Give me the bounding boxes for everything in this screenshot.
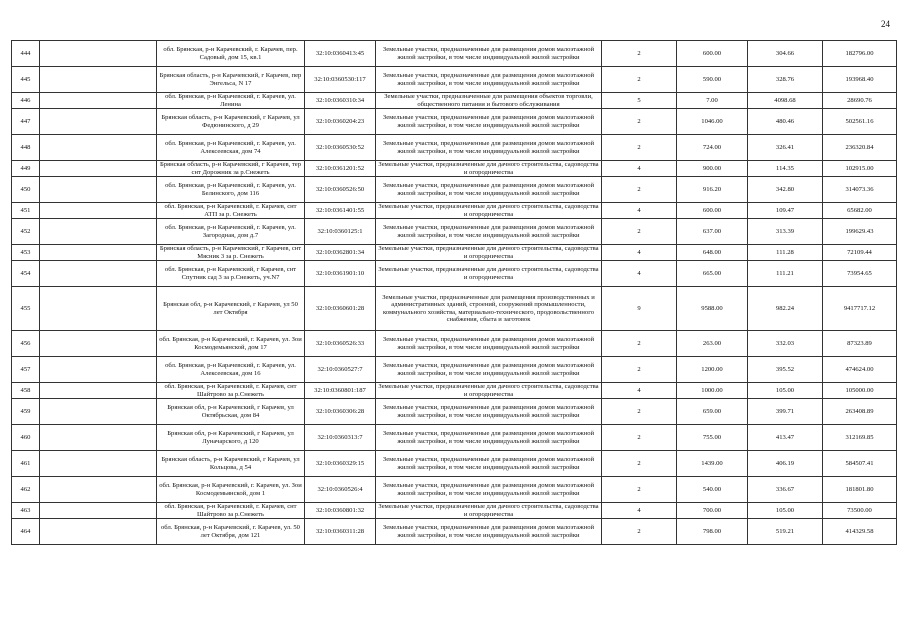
spacer-cell xyxy=(40,161,157,177)
row-number: 456 xyxy=(12,331,40,357)
group-cell: 2 xyxy=(602,425,677,451)
specific-value-cell: 332.03 xyxy=(748,331,823,357)
table-row xyxy=(12,161,897,177)
cadastral-value-cell: 73500.00 xyxy=(823,503,897,519)
address-cell: обл. Брянская, р-н Карачевский, г. Карачев, снт Шайтрово за р.Снежеть xyxy=(157,503,305,519)
land-use-cell: Земельные участки, предназначенные для размещения домов малоэтажной жилой застройки, в том числе индивидуальной жилой застройки xyxy=(376,177,602,203)
spacer-cell xyxy=(40,67,157,93)
address-cell: Брянская обл, р-н Карачевский, г Карачев, ул Октябрьская, дом 84 xyxy=(157,399,305,425)
area-cell: 665.00 xyxy=(677,261,748,287)
row-number: 446 xyxy=(12,93,40,109)
cadastral-value-cell: 102915.00 xyxy=(823,161,897,177)
land-use-cell: Земельные участки, предназначенные для дачного строительства, садоводства и огородничества xyxy=(376,245,602,261)
cadastral-value-cell: 199629.43 xyxy=(823,219,897,245)
table-row xyxy=(12,219,897,245)
land-use-cell: Земельные участки, предназначенные для размещения домов малоэтажной жилой застройки, в том числе индивидуальной жилой застройки xyxy=(376,331,602,357)
row-number: 454 xyxy=(12,261,40,287)
address-cell: обл. Брянская, р-н Карачевский, г. Карачев, ул. Ленина xyxy=(157,93,305,109)
spacer-cell xyxy=(40,399,157,425)
address-cell: обл. Брянская, р-н Карачевский, г. Карачев, ул. Алексеевская, дом 74 xyxy=(157,135,305,161)
area-cell: 648.00 xyxy=(677,245,748,261)
group-cell: 2 xyxy=(602,177,677,203)
cadastral-number-cell: 32:10:0360413:45 xyxy=(305,41,376,67)
cadastral-value-cell: 9417717.12 xyxy=(823,287,897,331)
specific-value-cell: 480.46 xyxy=(748,109,823,135)
land-use-cell: Земельные участки, предназначенные для размещения домов малоэтажной жилой застройки, в том числе индивидуальной жилой застройки xyxy=(376,67,602,93)
row-number: 457 xyxy=(12,357,40,383)
specific-value-cell: 109.47 xyxy=(748,203,823,219)
land-plots-table xyxy=(11,40,897,545)
cadastral-number-cell: 32:10:0360530:117 xyxy=(305,67,376,93)
specific-value-cell: 395.52 xyxy=(748,357,823,383)
spacer-cell xyxy=(40,357,157,383)
table-row xyxy=(12,399,897,425)
table-row xyxy=(12,425,897,451)
cadastral-value-cell: 474624.00 xyxy=(823,357,897,383)
row-number: 458 xyxy=(12,383,40,399)
row-number: 463 xyxy=(12,503,40,519)
address-cell: обл. Брянская, р-н Карачевский, г. Карачев, ул. 50 лет Октября, дом 121 xyxy=(157,519,305,545)
cadastral-number-cell: 32:10:0360601:28 xyxy=(305,287,376,331)
specific-value-cell: 4098.68 xyxy=(748,93,823,109)
row-number: 445 xyxy=(12,67,40,93)
specific-value-cell: 406.19 xyxy=(748,451,823,477)
row-number: 450 xyxy=(12,177,40,203)
spacer-cell xyxy=(40,261,157,287)
specific-value-cell: 313.39 xyxy=(748,219,823,245)
area-cell: 590.00 xyxy=(677,67,748,93)
table-row xyxy=(12,261,897,287)
cadastral-value-cell: 502561.16 xyxy=(823,109,897,135)
cadastral-number-cell: 32:10:0360801:187 xyxy=(305,383,376,399)
cadastral-value-cell: 263408.89 xyxy=(823,399,897,425)
address-cell: обл. Брянская, р-н Карачевский, г. Карачев, ул. Алексеевская, дом 16 xyxy=(157,357,305,383)
specific-value-cell: 105.00 xyxy=(748,503,823,519)
address-cell: Брянская область, р-н Карачевский, г Карачев, тер снт Дорожник за р.Снежеть xyxy=(157,161,305,177)
cadastral-number-cell: 32:10:0360125:1 xyxy=(305,219,376,245)
land-use-cell: Земельные участки, предназначенные для дачного строительства, садоводства и огородничества xyxy=(376,161,602,177)
cadastral-number-cell: 32:10:0361401:55 xyxy=(305,203,376,219)
cadastral-number-cell: 32:10:0360306:28 xyxy=(305,399,376,425)
area-cell: 1439.00 xyxy=(677,451,748,477)
land-use-cell: Земельные участки, предназначенные для дачного строительства, садоводства и огородничества xyxy=(376,503,602,519)
land-use-cell: Земельные участки, предназначенные для размещения домов малоэтажной жилой застройки, в том числе индивидуальной жилой застройки xyxy=(376,425,602,451)
specific-value-cell: 328.76 xyxy=(748,67,823,93)
cadastral-value-cell: 414329.58 xyxy=(823,519,897,545)
cadastral-number-cell: 32:10:0360311:28 xyxy=(305,519,376,545)
address-cell: обл. Брянская, р-н Карачевский, г. Карачев, ул. Белинского, дом 116 xyxy=(157,177,305,203)
row-number: 451 xyxy=(12,203,40,219)
address-cell: обл. Брянская, р-н Карачевский, г. Карачев, пер. Садовый, дом 15, кв.1 xyxy=(157,41,305,67)
cadastral-value-cell: 193968.40 xyxy=(823,67,897,93)
table-row xyxy=(12,477,897,503)
spacer-cell xyxy=(40,503,157,519)
cadastral-number-cell: 32:10:0360329:15 xyxy=(305,451,376,477)
row-number: 460 xyxy=(12,425,40,451)
table-body xyxy=(12,41,897,545)
spacer-cell xyxy=(40,109,157,135)
spacer-cell xyxy=(40,135,157,161)
specific-value-cell: 413.47 xyxy=(748,425,823,451)
row-number: 453 xyxy=(12,245,40,261)
table-row xyxy=(12,357,897,383)
cadastral-number-cell: 32:10:0361201:52 xyxy=(305,161,376,177)
land-use-cell: Земельные участки, предназначенные для размещения домов малоэтажной жилой застройки, в том числе индивидуальной жилой застройки xyxy=(376,519,602,545)
area-cell: 755.00 xyxy=(677,425,748,451)
row-number: 459 xyxy=(12,399,40,425)
row-number: 449 xyxy=(12,161,40,177)
spacer-cell xyxy=(40,331,157,357)
cadastral-number-cell: 32:10:0360313:7 xyxy=(305,425,376,451)
area-cell: 798.00 xyxy=(677,519,748,545)
group-cell: 2 xyxy=(602,135,677,161)
spacer-cell xyxy=(40,519,157,545)
group-cell: 4 xyxy=(602,503,677,519)
spacer-cell xyxy=(40,425,157,451)
table-row xyxy=(12,383,897,399)
cadastral-value-cell: 28690.76 xyxy=(823,93,897,109)
cadastral-value-cell: 72109.44 xyxy=(823,245,897,261)
address-cell: обл. Брянская, р-н Карачевский, г Карачев, снт Спутник сад 3 за р.Снежеть, уч.N7 xyxy=(157,261,305,287)
land-use-cell: Земельные участки, предназначенные для дачного строительства, садоводства и огородничества xyxy=(376,383,602,399)
address-cell: Брянская обл, р-н Карачевский, г Карачев, ул 50 лет Октября xyxy=(157,287,305,331)
group-cell: 2 xyxy=(602,357,677,383)
group-cell: 2 xyxy=(602,41,677,67)
row-number: 455 xyxy=(12,287,40,331)
spacer-cell xyxy=(40,383,157,399)
page-number: 24 xyxy=(881,19,890,29)
land-use-cell: Земельные участки, предназначенные для размещения производственных и административных зданий, строений, сооружений промышленности, коммунального хозяйства, материально-технического, продовольственного снабжения, сбыта и заготовок xyxy=(376,287,602,331)
table-row xyxy=(12,135,897,161)
cadastral-value-cell: 236320.84 xyxy=(823,135,897,161)
table-row xyxy=(12,245,897,261)
table-row xyxy=(12,287,897,331)
cadastral-value-cell: 105000.00 xyxy=(823,383,897,399)
cadastral-value-cell: 181801.80 xyxy=(823,477,897,503)
area-cell: 540.00 xyxy=(677,477,748,503)
cadastral-value-cell: 312169.85 xyxy=(823,425,897,451)
row-number: 447 xyxy=(12,109,40,135)
specific-value-cell: 399.71 xyxy=(748,399,823,425)
land-use-cell: Земельные участки, предназначенные для размещения домов малоэтажной жилой застройки, в том числе индивидуальной жилой застройки xyxy=(376,109,602,135)
cadastral-number-cell: 32:10:0360310:34 xyxy=(305,93,376,109)
address-cell: обл. Брянская, р-н Карачевский, г. Карачев, снт Шайтрово за р.Снежеть xyxy=(157,383,305,399)
address-cell: Брянская область, р-н Карачевский, г Карачев, ул Кольцова, д 54 xyxy=(157,451,305,477)
area-cell: 1000.00 xyxy=(677,383,748,399)
area-cell: 600.00 xyxy=(677,203,748,219)
table-row xyxy=(12,177,897,203)
group-cell: 4 xyxy=(602,383,677,399)
spacer-cell xyxy=(40,41,157,67)
group-cell: 2 xyxy=(602,219,677,245)
group-cell: 2 xyxy=(602,67,677,93)
area-cell: 916.20 xyxy=(677,177,748,203)
row-number: 462 xyxy=(12,477,40,503)
area-cell: 263.00 xyxy=(677,331,748,357)
table-row xyxy=(12,93,897,109)
group-cell: 2 xyxy=(602,109,677,135)
area-cell: 9588.00 xyxy=(677,287,748,331)
address-cell: обл. Брянская, р-н Карачевский, г. Карачев, снт АТП за р. Снежеть xyxy=(157,203,305,219)
group-cell: 4 xyxy=(602,245,677,261)
spacer-cell xyxy=(40,477,157,503)
table-row xyxy=(12,451,897,477)
area-cell: 637.00 xyxy=(677,219,748,245)
row-number: 464 xyxy=(12,519,40,545)
cadastral-number-cell: 32:10:0360204:23 xyxy=(305,109,376,135)
table-row xyxy=(12,67,897,93)
cadastral-number-cell: 32:10:0360801:32 xyxy=(305,503,376,519)
land-use-cell: Земельные участки, предназначенные для размещения домов малоэтажной жилой застройки, в том числе индивидуальной жилой застройки xyxy=(376,451,602,477)
group-cell: 2 xyxy=(602,519,677,545)
table-row xyxy=(12,519,897,545)
cadastral-value-cell: 584507.41 xyxy=(823,451,897,477)
land-use-cell: Земельные участки, предназначенные для размещения домов малоэтажной жилой застройки, в том числе индивидуальной жилой застройки xyxy=(376,219,602,245)
cadastral-value-cell: 87323.89 xyxy=(823,331,897,357)
spacer-cell xyxy=(40,451,157,477)
cadastral-number-cell: 32:10:0362801:34 xyxy=(305,245,376,261)
cadastral-value-cell: 73954.65 xyxy=(823,261,897,287)
spacer-cell xyxy=(40,219,157,245)
land-use-cell: Земельные участки, предназначенные для дачного строительства, садоводства и огородничества xyxy=(376,203,602,219)
table-row xyxy=(12,41,897,67)
address-cell: Брянская область, р-н Карачевский, г Карачев, пер Энгельса, N 17 xyxy=(157,67,305,93)
address-cell: Брянская область, р-н Карачевский, г Карачев, снт Мясник 3 за р. Снежеть xyxy=(157,245,305,261)
area-cell: 600.00 xyxy=(677,41,748,67)
group-cell: 2 xyxy=(602,399,677,425)
area-cell: 1046.00 xyxy=(677,109,748,135)
specific-value-cell: 336.67 xyxy=(748,477,823,503)
area-cell: 1200.00 xyxy=(677,357,748,383)
specific-value-cell: 304.66 xyxy=(748,41,823,67)
land-use-cell: Земельные участки, предназначенные для размещения объектов торговли, общественного питания и бытового обслуживания xyxy=(376,93,602,109)
row-number: 444 xyxy=(12,41,40,67)
land-use-cell: Земельные участки, предназначенные для дачного строительства, садоводства и огородничества xyxy=(376,261,602,287)
specific-value-cell: 111.28 xyxy=(748,245,823,261)
cadastral-number-cell: 32:10:0360530:52 xyxy=(305,135,376,161)
specific-value-cell: 105.00 xyxy=(748,383,823,399)
address-cell: обл. Брянская, р-н Карачевский, г. Карачев, ул. Загородная, дом д.7 xyxy=(157,219,305,245)
group-cell: 2 xyxy=(602,451,677,477)
land-use-cell: Земельные участки, предназначенные для размещения домов малоэтажной жилой застройки, в том числе индивидуальной жилой застройки xyxy=(376,357,602,383)
group-cell: 5 xyxy=(602,93,677,109)
address-cell: Брянская область, р-н Карачевский, г Карачев, ул Федюнинского, д 29 xyxy=(157,109,305,135)
land-use-cell: Земельные участки, предназначенные для размещения домов малоэтажной жилой застройки, в том числе индивидуальной жилой застройки xyxy=(376,135,602,161)
area-cell: 724.00 xyxy=(677,135,748,161)
address-cell: Брянская обл, р-н Карачевский, г Карачев, ул Луначарского, д 120 xyxy=(157,425,305,451)
spacer-cell xyxy=(40,245,157,261)
specific-value-cell: 326.41 xyxy=(748,135,823,161)
spacer-cell xyxy=(40,287,157,331)
area-cell: 659.00 xyxy=(677,399,748,425)
table-row xyxy=(12,503,897,519)
cadastral-number-cell: 32:10:0361901:10 xyxy=(305,261,376,287)
group-cell: 4 xyxy=(602,161,677,177)
table-row xyxy=(12,203,897,219)
cadastral-number-cell: 32:10:0360526:50 xyxy=(305,177,376,203)
group-cell: 4 xyxy=(602,261,677,287)
land-use-cell: Земельные участки, предназначенные для размещения домов малоэтажной жилой застройки, в том числе индивидуальной жилой застройки xyxy=(376,41,602,67)
cadastral-value-cell: 314073.36 xyxy=(823,177,897,203)
land-use-cell: Земельные участки, предназначенные для размещения домов малоэтажной жилой застройки, в том числе индивидуальной жилой застройки xyxy=(376,477,602,503)
specific-value-cell: 342.80 xyxy=(748,177,823,203)
table-row xyxy=(12,109,897,135)
area-cell: 900.00 xyxy=(677,161,748,177)
row-number: 448 xyxy=(12,135,40,161)
row-number: 452 xyxy=(12,219,40,245)
specific-value-cell: 519.21 xyxy=(748,519,823,545)
address-cell: обл. Брянская, р-н Карачевский, г. Карачев, ул. Зои Космодемьянской, дом 17 xyxy=(157,331,305,357)
cadastral-number-cell: 32:10:0360526:4 xyxy=(305,477,376,503)
table-row xyxy=(12,331,897,357)
spacer-cell xyxy=(40,203,157,219)
group-cell: 9 xyxy=(602,287,677,331)
specific-value-cell: 114.35 xyxy=(748,161,823,177)
area-cell: 7.00 xyxy=(677,93,748,109)
cadastral-number-cell: 32:10:0360527:7 xyxy=(305,357,376,383)
group-cell: 2 xyxy=(602,331,677,357)
specific-value-cell: 982.24 xyxy=(748,287,823,331)
spacer-cell xyxy=(40,93,157,109)
group-cell: 4 xyxy=(602,203,677,219)
address-cell: обл. Брянская, р-н Карачевский, г. Карачев, ул. Зои Космодемьянской, дом 1 xyxy=(157,477,305,503)
cadastral-value-cell: 65682.00 xyxy=(823,203,897,219)
area-cell: 700.00 xyxy=(677,503,748,519)
spacer-cell xyxy=(40,177,157,203)
cadastral-number-cell: 32:10:0360526:33 xyxy=(305,331,376,357)
group-cell: 2 xyxy=(602,477,677,503)
specific-value-cell: 111.21 xyxy=(748,261,823,287)
cadastral-value-cell: 182796.00 xyxy=(823,41,897,67)
land-use-cell: Земельные участки, предназначенные для размещения домов малоэтажной жилой застройки, в том числе индивидуальной жилой застройки xyxy=(376,399,602,425)
row-number: 461 xyxy=(12,451,40,477)
